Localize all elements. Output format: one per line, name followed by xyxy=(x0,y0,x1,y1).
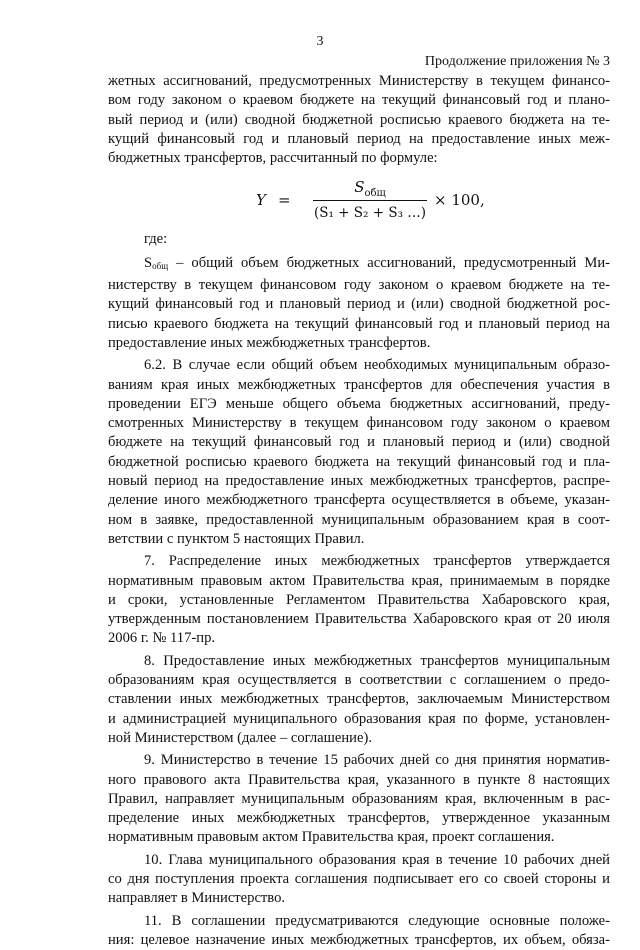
paragraph-9 xyxy=(108,751,610,847)
text-line: утвержденным постановлением Правительства Хабаровского края от 20 июля xyxy=(108,611,610,628)
text-line: кущий финансовый год и плановый период на предоставление иных меж- xyxy=(108,130,610,147)
text-line: новый период на предоставление иных межбюджетных трансфертов, распре- xyxy=(108,473,610,490)
text-line: пределение иных межбюджетных трансфертов, утвержденное указанным xyxy=(108,810,610,827)
text-line: бюджетных трансфертов, рассчитанный по формуле: xyxy=(108,150,438,167)
text-line: ваниям края иных межбюджетных трансфертов для обеспечения участия в xyxy=(108,376,610,393)
text-line: нормативным правовым актом Правительства края, принимаемым в порядке xyxy=(108,572,610,589)
text-line: 6.2. В случае если общий объем необходимых муниципальным образо- xyxy=(144,357,610,374)
formula-equals: = xyxy=(278,191,291,210)
text-line: нистерству в текущем финансовом году законом о краевом бюджете на те- xyxy=(108,277,610,294)
paragraph-6-2 xyxy=(108,356,610,549)
text-line: 10. Глава муниципального образования края в течение 10 рабочих дней xyxy=(144,851,610,868)
paragraph-continuation xyxy=(108,72,610,168)
text-line: 7. Распределение иных межбюджетных трансфертов утверждается xyxy=(144,553,610,570)
text-line: ния: целевое назначение иных межбюджетных трансфертов, их объем, обяза- xyxy=(108,931,610,948)
text-line: образованиям края осуществляется в соответствии с соглашением о предо- xyxy=(108,672,610,689)
paragraph-7 xyxy=(108,552,610,648)
text-line: жетных ассигнований, предусмотренных Министерству в текущем финансо- xyxy=(108,73,610,89)
text-line: ной Министерством (далее – соглашение). xyxy=(108,729,372,746)
text-line: смотренных Министерству в текущем финансовом году законом о краевом xyxy=(108,415,610,432)
text-line: нормативным правовым актом Правительства края, проект соглашения. xyxy=(108,829,555,846)
formula-fraction xyxy=(313,178,427,223)
text-line: деление иного межбюджетного трансферта осуществляется в объеме, указан- xyxy=(108,492,610,509)
formula-lhs: Y xyxy=(256,191,266,210)
fraction-bar xyxy=(313,200,427,201)
text-line: направляет в Министерство. xyxy=(108,890,286,907)
text-line: проведении ЕГЭ меньше общего объема бюджетных ассигнований, преду- xyxy=(108,395,610,412)
text-line: вом году законом о краевом бюджете на текущий финансовый год и плано- xyxy=(108,92,610,109)
text-line: ветствии с пунктом 5 настоящих Правил. xyxy=(108,530,365,547)
text-line: 8. Предоставление иных межбюджетных трансфертов муниципальным xyxy=(144,652,610,669)
text-line: и сроки, установленные Регламентом Правительства Хабаровского края, xyxy=(108,591,610,608)
page-number: 3 xyxy=(316,34,324,49)
where-label: где: xyxy=(144,231,168,248)
formula-denominator: (S₁ + S₂ + S₃ …) xyxy=(313,205,427,222)
text-line: ном в заявке, предоставленной муниципальным образованием края в соот- xyxy=(108,511,610,528)
appendix-continuation-label: Продолжение приложения № 3 xyxy=(424,54,610,69)
document-body xyxy=(108,72,610,950)
text-line: 2006 г. № 117-пр. xyxy=(108,630,216,647)
text-line: бюджете на текущий финансовый год и плановый период и (или) сводной xyxy=(108,434,610,451)
text-line: писью краевого бюджета на текущий финансовый год и плановый период на xyxy=(108,315,610,332)
text-line: ставлении иных межбюджетных трансфертов, заключаемым Министерством xyxy=(108,691,610,708)
text-line: вый период и (или) сводной бюджетной росписью краевого бюджета на те- xyxy=(108,111,610,128)
text-line: со дня поступления проекта соглашения подписывает его со своей стороны и xyxy=(108,870,610,887)
text-line: предоставление иных межбюджетных трансфертов. xyxy=(108,334,431,351)
definition-s-total xyxy=(108,254,610,353)
paragraph-10 xyxy=(108,851,610,909)
text-line: Sобщ – общий объем бюджетных ассигнований, предусмотренный Ми- xyxy=(144,254,610,271)
text-line: 9. Министерство в течение 15 рабочих дней со дня принятия норматив- xyxy=(144,752,610,769)
formula-numerator: $S_{общ}$ xyxy=(354,178,386,200)
text-line: бюджетной росписью краевого бюджета на текущий финансовый год и пла- xyxy=(108,453,610,470)
formula xyxy=(108,178,610,222)
text-line: кущий финансовый год и плановый период и (или) сводной бюджетной рос- xyxy=(108,296,610,313)
text-line: и администрацией муниципального образования края по форме, установлен- xyxy=(108,710,610,727)
formula-multiplier: × 100, xyxy=(434,191,485,210)
paragraph-11 xyxy=(108,912,610,950)
text-line: 11. В соглашении предусматриваются следующие основные положе- xyxy=(144,912,610,929)
text-line: Правил, направляет муниципальным образованиям края, включенным в рас- xyxy=(108,790,610,807)
paragraph-8 xyxy=(108,652,610,748)
text-line: ного правового акта Правительства края, указанного в пункте 8 настоящих xyxy=(108,771,610,788)
